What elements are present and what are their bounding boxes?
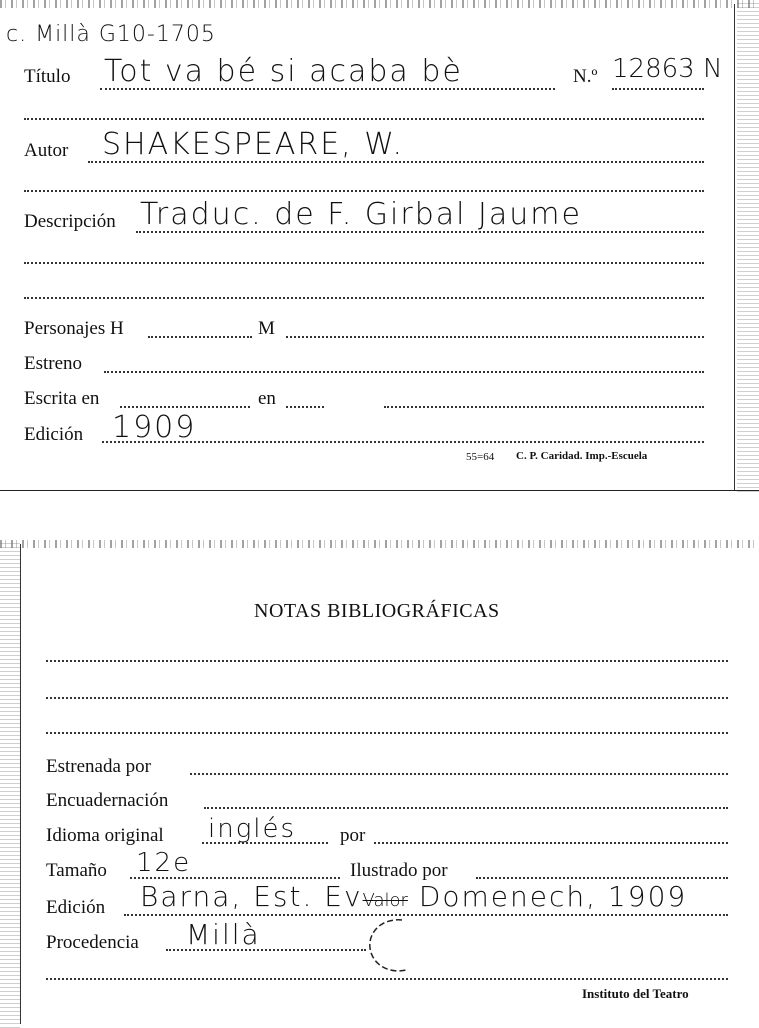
autor-value: SHAKESPEARE, W. xyxy=(102,127,404,162)
card-reference: c. Millà G10-1705 xyxy=(6,22,216,47)
edicion-back-value-b: Domenech, 1909 xyxy=(418,880,688,913)
descripcion-line-2 xyxy=(24,262,704,264)
procedencia-line-2 xyxy=(46,978,728,980)
numero-line xyxy=(612,88,704,90)
por-line xyxy=(374,842,728,844)
personajes-m-label: M xyxy=(258,318,275,339)
catalog-card-back xyxy=(0,540,759,1028)
encuadernacion-label: Encuadernación xyxy=(46,790,169,811)
autor-label: Autor xyxy=(24,140,69,161)
idioma-original-label: Idioma original xyxy=(46,825,164,846)
titulo-line-2 xyxy=(24,118,704,120)
card-heading: NOTAS BIBLIOGRÁFICAS xyxy=(254,600,500,622)
edicion-back-value-strike: Valor xyxy=(362,890,408,911)
edicion-back-label: Edición xyxy=(46,897,106,918)
notes-line-1 xyxy=(46,660,728,662)
notes-line-3 xyxy=(46,732,728,734)
numero-value: 12863 N xyxy=(612,54,723,84)
tamano-value: 12e xyxy=(136,848,192,878)
escrita-en2-line xyxy=(286,406,324,408)
card-border-left xyxy=(20,544,21,1024)
estrenada-por-line xyxy=(190,773,728,775)
card-right-edge xyxy=(737,0,759,492)
edicion-back-value-a: Barna, Est. Ev xyxy=(140,880,363,913)
institution-footer: Instituto del Teatro xyxy=(582,986,689,1001)
personajes-m-line xyxy=(286,336,704,338)
tamano-label: Tamaño xyxy=(46,860,107,881)
personajes-h-line xyxy=(148,336,252,338)
imprint-code: 55=64 xyxy=(466,451,495,463)
procedencia-label: Procedencia xyxy=(46,932,139,953)
escrita-extra-line xyxy=(384,406,704,408)
card-bottom-edge xyxy=(0,490,759,491)
ilustrado-por-label: Ilustrado por xyxy=(350,860,448,881)
card-top-edge xyxy=(0,540,759,548)
punch-hole-mark xyxy=(362,914,432,978)
por-label: por xyxy=(340,825,366,846)
card-left-edge xyxy=(0,540,20,1028)
card-top-edge xyxy=(0,0,759,8)
escrita-en2-label: en xyxy=(258,388,276,409)
titulo-label: Título xyxy=(24,66,71,87)
notes-line-2 xyxy=(46,697,728,699)
descripcion-line-3 xyxy=(24,297,704,299)
descripcion-label: Descripción xyxy=(24,211,116,232)
imprint-text: C. P. Caridad. Imp.-Escuela xyxy=(516,450,648,462)
catalog-card-front xyxy=(0,0,759,492)
encuadernacion-line xyxy=(204,807,728,809)
estreno-label: Estreno xyxy=(24,353,83,374)
titulo-value: Tot va bé si acaba bè xyxy=(104,54,463,89)
personajes-label: Personajes H xyxy=(24,318,124,339)
numero-label: N.º xyxy=(573,66,598,87)
procedencia-value: Millà xyxy=(186,918,261,951)
autor-line-2 xyxy=(24,190,704,192)
escrita-en-label: Escrita en xyxy=(24,388,100,409)
ilustrado-por-line xyxy=(476,877,728,879)
edicion-value: 1909 xyxy=(112,410,197,445)
card-border-right xyxy=(734,4,735,490)
estrenada-por-label: Estrenada por xyxy=(46,756,151,777)
idioma-original-value: inglés xyxy=(208,814,297,844)
descripcion-value: Traduc. de F. Girbal Jaume xyxy=(140,197,582,232)
edicion-back-value xyxy=(140,880,687,913)
escrita-en-line xyxy=(120,406,250,408)
estreno-line xyxy=(104,371,704,373)
edicion-label: Edición xyxy=(24,424,84,445)
